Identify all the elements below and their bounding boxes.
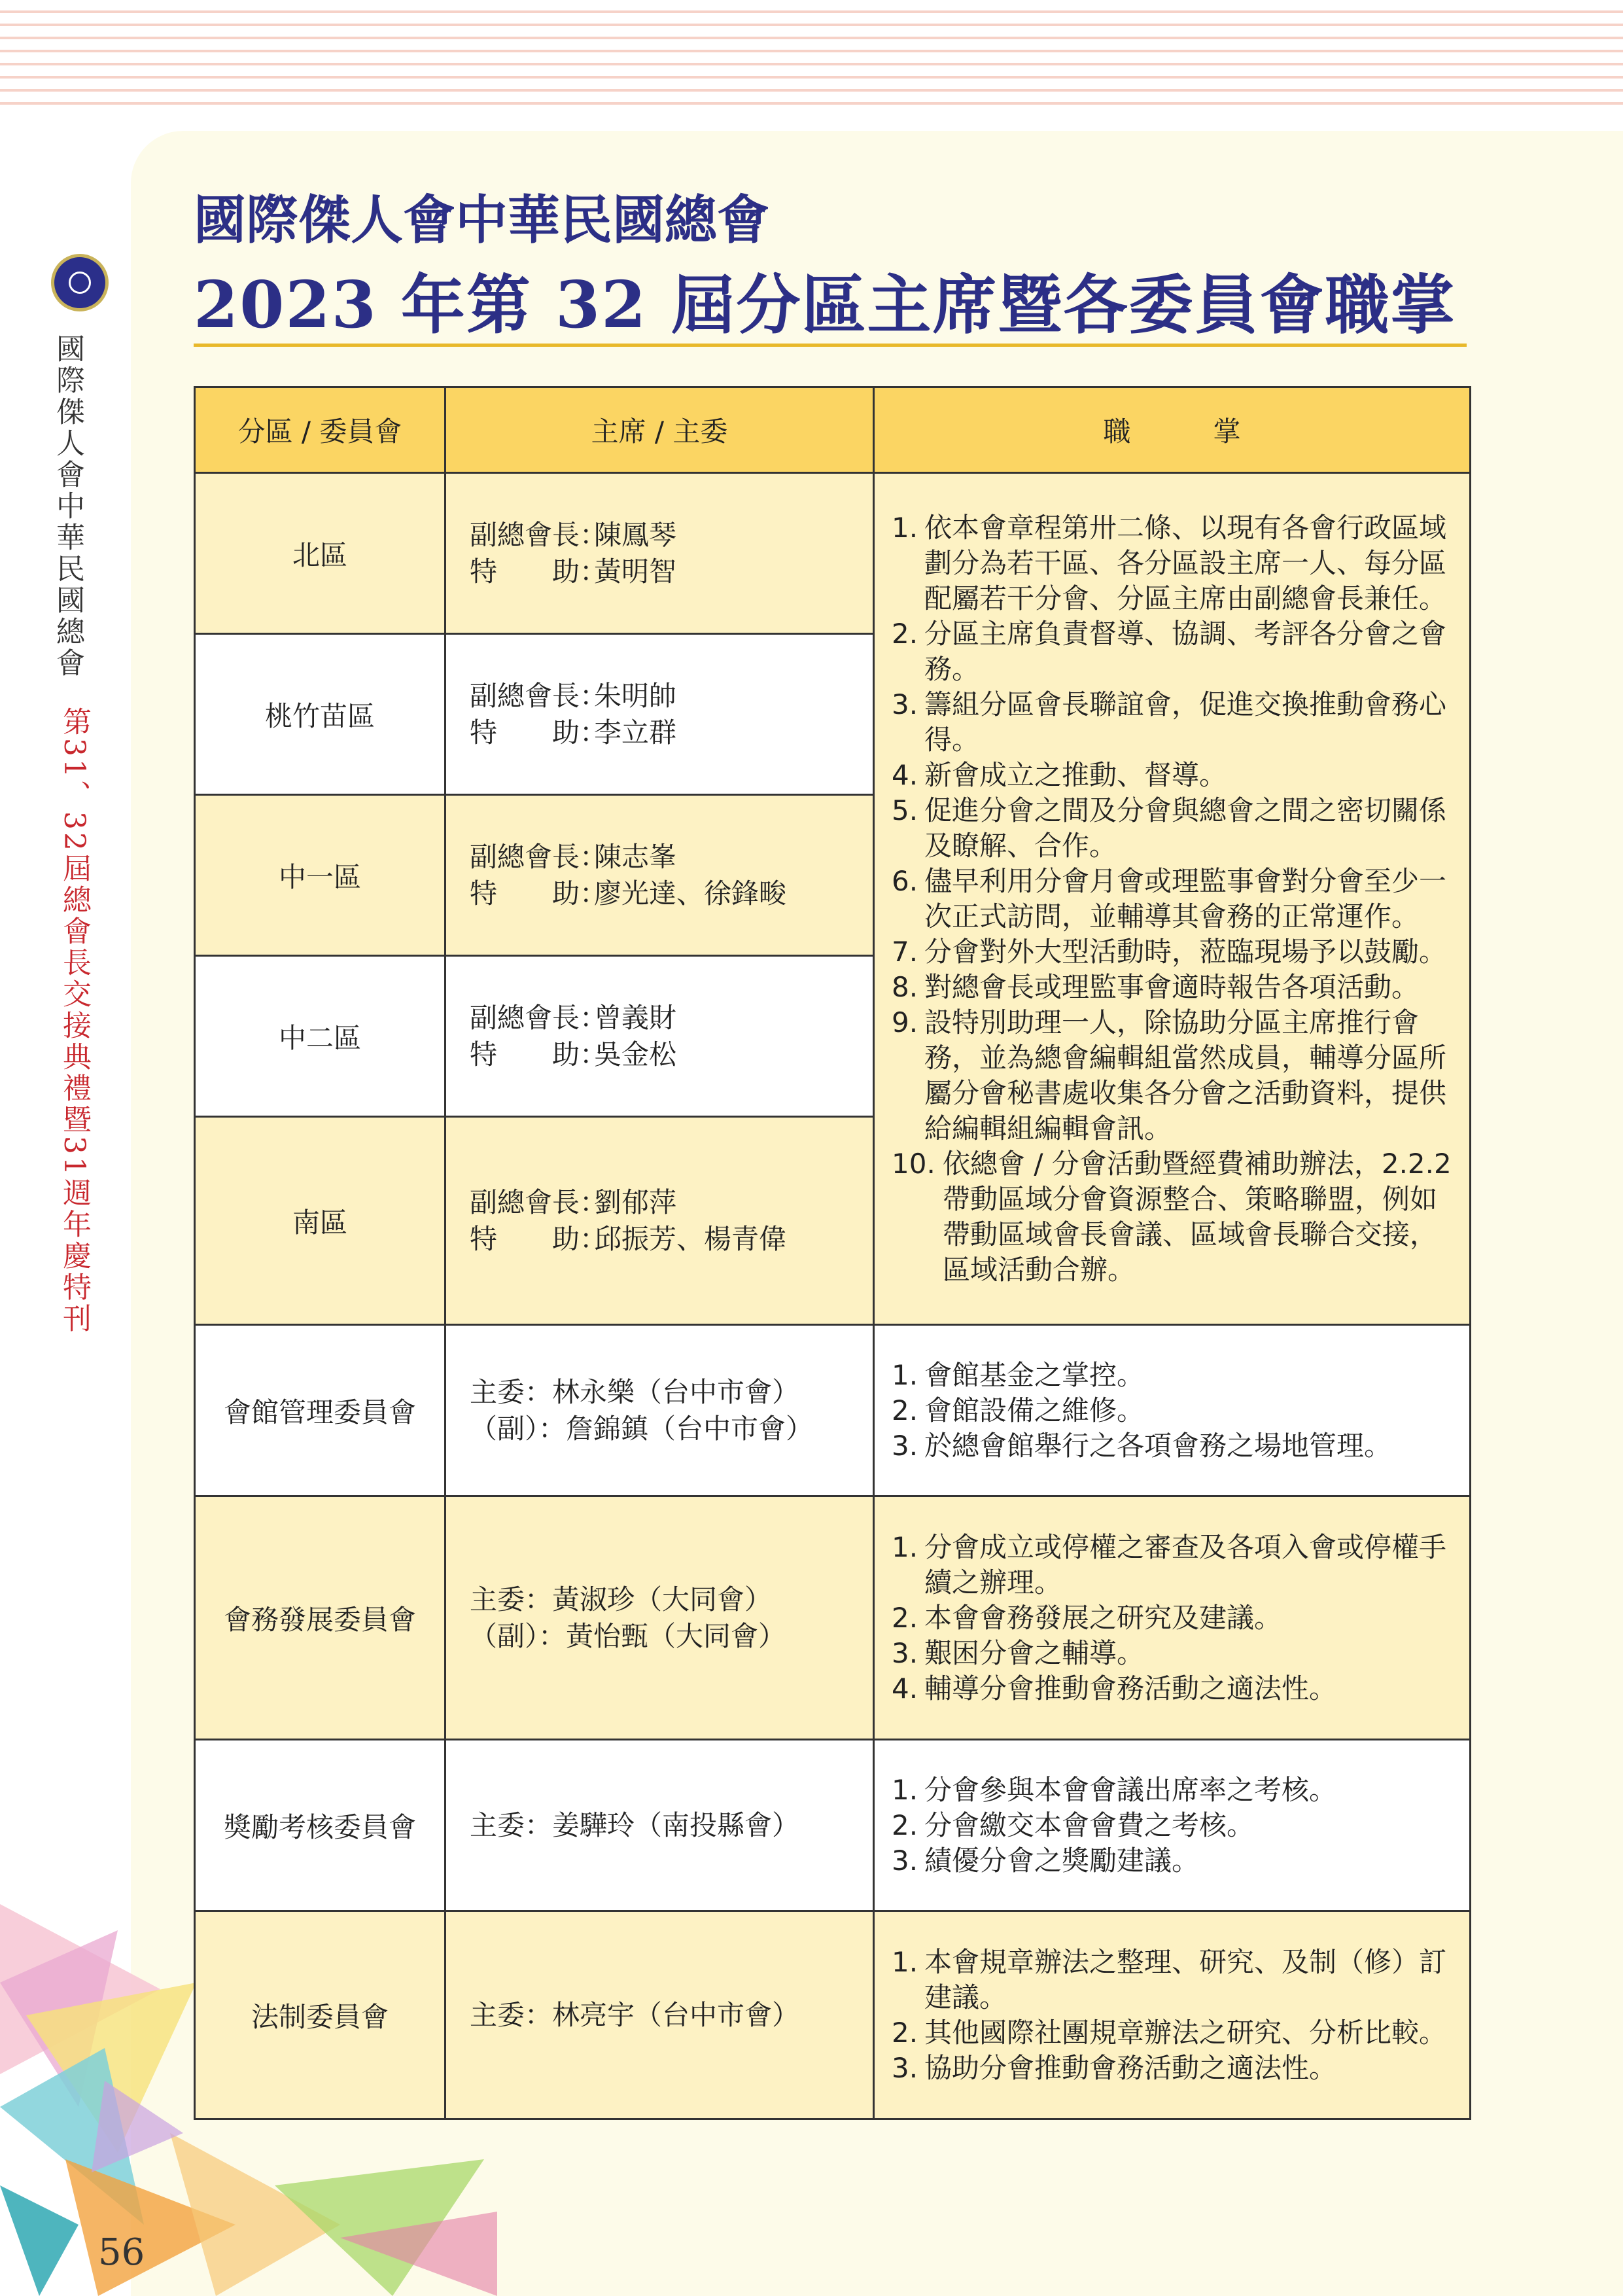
list-item: 10. 依總會 / 分會活動暨經費補助辦法，2.2.2 帶動區域分會資源整合、策略聯盟，例如帶動區域會長會議、區域會長聯合交接，區域活動合辦。 — [892, 1147, 1452, 1286]
list-item: 3. 於總會館舉行之各項會務之場地管理。 — [892, 1429, 1392, 1462]
region-name: 中二區 — [195, 956, 445, 1117]
committee-duties — [874, 1325, 1471, 1496]
list-item: 1. 本會規章辦法之整理、研究、及制（修）訂建議。 — [892, 1945, 1447, 2013]
committee-chair: 主委：黃淑珍（大同會） （副）：黃怡甄（大同會） — [445, 1496, 874, 1740]
title-divider — [194, 344, 1467, 347]
table-header-row — [195, 387, 1471, 473]
header-chair: 主席 / 主委 — [445, 387, 874, 473]
list-item: 2. 本會會務發展之研究及建議。 — [892, 1601, 1282, 1634]
list-item: 1. 分會成立或停權之審查及各項入會或停權手續之辦理。 — [892, 1530, 1447, 1598]
list-item: 3. 協助分會推動會務活動之適法性。 — [892, 2051, 1337, 2084]
list-item: 7. 分會對外大型活動時，蒞臨現場予以鼓勵。 — [892, 935, 1447, 968]
region-chair: 副總會長：陳鳳琴 特 助：黃明智 — [445, 473, 874, 634]
page-title-main: 2023 年第 32 屆分區主席暨各委員會職掌 — [194, 268, 1456, 343]
committee-name: 獎勵考核委員會 — [195, 1740, 445, 1911]
top-stripes — [0, 0, 1623, 111]
table-row — [195, 1911, 1471, 2119]
region-duties — [874, 473, 1471, 1325]
committee-chair: 主委：姜驊玲（南投縣會） — [445, 1740, 874, 1911]
list-item: 3. 籌組分區會長聯誼會，促進交換推動會務心得。 — [892, 688, 1447, 756]
committee-name: 法制委員會 — [195, 1911, 445, 2119]
region-chair: 副總會長：劉郁萍 特 助：邱振芳、楊青偉 — [445, 1117, 874, 1325]
list-item: 1. 分會參與本會會議出席率之考核。 — [892, 1773, 1337, 1806]
page-number: 56 — [98, 2231, 145, 2274]
header-duties: 職 掌 — [874, 387, 1471, 473]
committee-chair: 主委：林永樂（台中市會） （副）：詹錦鎮（台中市會） — [445, 1325, 874, 1496]
list-item: 4. 新會成立之推動、督導。 — [892, 758, 1227, 791]
list-item: 5. 促進分會之間及分會與總會之間之密切關係及瞭解、合作。 — [892, 794, 1447, 862]
list-item: 3. 艱困分會之輔導。 — [892, 1636, 1145, 1669]
page-title-org: 國際傑人會中華民國總會 — [194, 189, 769, 251]
committee-chair: 主委：林亮宇（台中市會） — [445, 1911, 874, 2119]
committee-duties — [874, 1496, 1471, 1740]
list-item: 2. 分會繳交本會會費之考核。 — [892, 1809, 1255, 1841]
header-region: 分區 / 委員會 — [195, 387, 445, 473]
sidebar-issue-title: 第31、32屆總會長交接典禮暨31週年慶特刊 — [58, 707, 91, 1335]
sidebar-org-name: 國際傑人會中華民國總會 — [51, 334, 84, 679]
list-item: 2. 分區主席負責督導、協調、考評各分會之會務。 — [892, 617, 1447, 685]
table-row — [195, 473, 1471, 634]
table-row — [195, 1325, 1471, 1496]
list-item: 3. 績優分會之獎勵建議。 — [892, 1844, 1200, 1877]
list-item: 6. 儘早利用分會月會或理監事會對分會至少一次正式訪問，並輔導其會務的正常運作。 — [892, 864, 1447, 932]
list-item: 1. 會館基金之掌控。 — [892, 1358, 1145, 1391]
region-chair: 副總會長：陳志峯 特 助：廖光達、徐鋒畯 — [445, 795, 874, 956]
committee-name: 會館管理委員會 — [195, 1325, 445, 1496]
region-chair: 副總會長：朱明帥 特 助：李立群 — [445, 634, 874, 795]
region-name: 桃竹苗區 — [195, 634, 445, 795]
committee-duties — [874, 1740, 1471, 1911]
region-name: 中一區 — [195, 795, 445, 956]
list-item: 2. 其他國際社團規章辦法之研究、分析比較。 — [892, 2016, 1447, 2049]
region-name: 南區 — [195, 1117, 445, 1325]
list-item: 9. 設特別助理一人，除協助分區主席推行會務，並為總會編輯組當然成員，輔導分區所屬分會秘書處收集各分會之活動資料，提供給編輯組編輯會訊。 — [892, 1006, 1447, 1144]
committee-name: 會務發展委員會 — [195, 1496, 445, 1740]
region-chair: 副總會長：曾義財 特 助：吳金松 — [445, 956, 874, 1117]
list-item: 2. 會館設備之維修。 — [892, 1394, 1145, 1426]
region-name: 北區 — [195, 473, 445, 634]
list-item: 8. 對總會長或理監事會適時報告各項活動。 — [892, 970, 1420, 1003]
organization-logo — [51, 254, 109, 311]
table-row — [195, 1496, 1471, 1740]
duties-table — [194, 386, 1471, 2120]
list-item: 4. 輔導分會推動會務活動之適法性。 — [892, 1672, 1337, 1704]
table-row — [195, 1740, 1471, 1911]
committee-duties — [874, 1911, 1471, 2119]
list-item: 1. 依本會章程第卅二條、以現有各會行政區域劃分為若干區、各分區設主席一人、每分區配屬若干分會、分區主席由副總會長兼任。 — [892, 511, 1447, 614]
